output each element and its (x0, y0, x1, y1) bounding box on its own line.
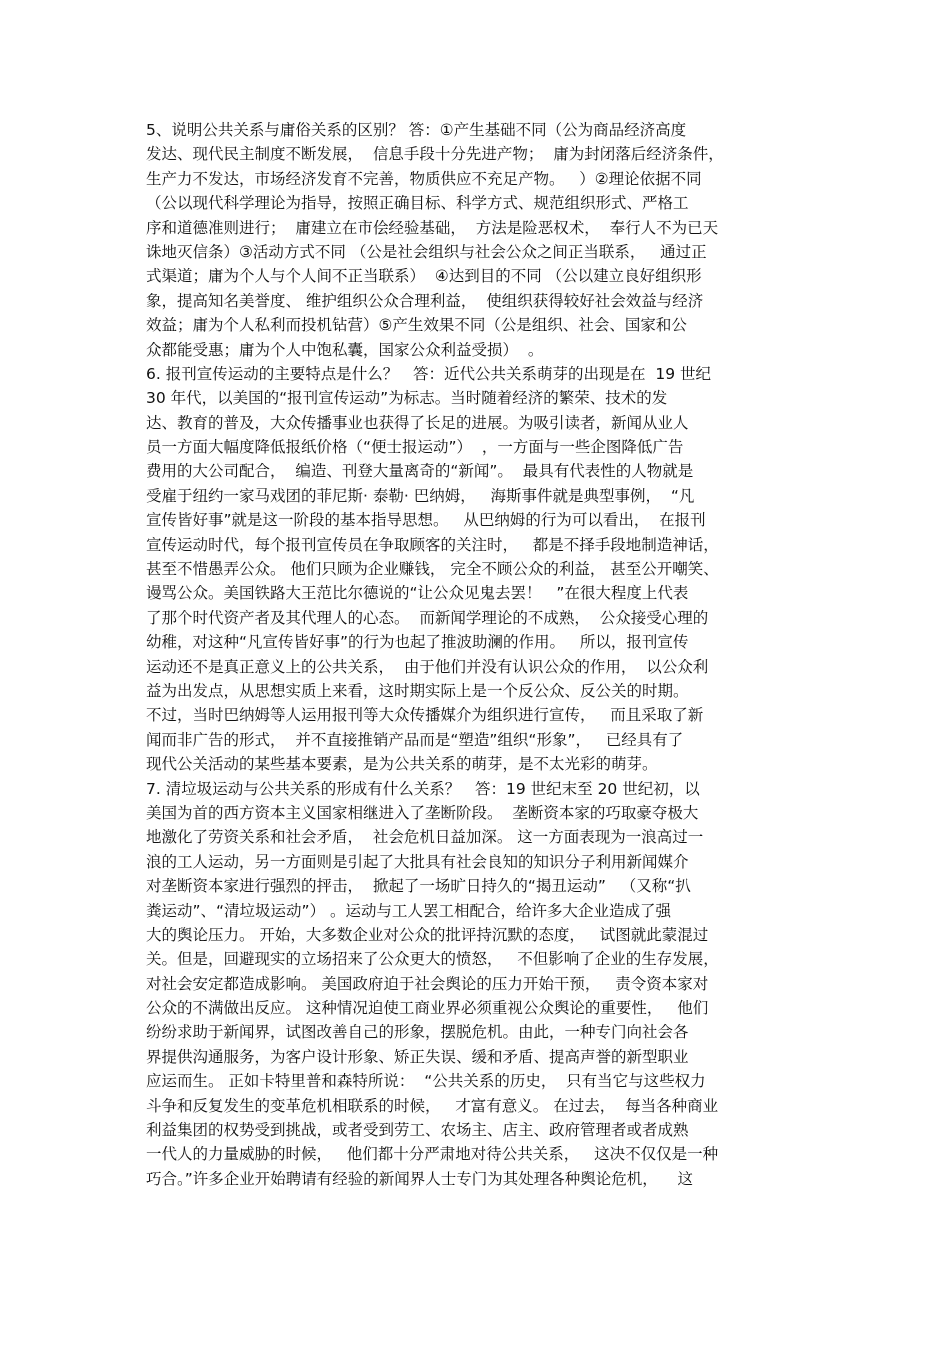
text-line: 运动还不是真正意义上的公共关系， 由于他们并没有认识公众的作用， 以公众利 (146, 657, 709, 676)
text-line: 30 年代，以美国的“报刊宣传运动”为标志。当时随着经济的繁荣、技术的发 (146, 389, 668, 408)
text-line: 宣传皆好事”就是这一阶段的基本指导思想。 从巴纳姆的行为可以看出， 在报刊 (146, 511, 706, 530)
text-line: （公以现代科学理论为指导，按照正确目标、科学方式、规范组织形式、严格工 (146, 194, 689, 213)
text-line: 甚至不惜愚弄公众。 他们只顾为企业赚钱， 完全不顾公众的利益， 甚至公开嘲笑、 (146, 560, 719, 579)
text-line: 应运而生。 正如卡特里普和森特所说： “公共关系的历史， 只有当它与这些权力 (146, 1072, 706, 1091)
text-line: 美国为首的西方资本主义国家相继进入了垄断阶段。 垄断资本家的巧取豪夺极大 (146, 803, 699, 822)
text-line: 宣传运动时代，每个报刊宣传员在争取顾客的关注时， 都是不择手段地制造神话， (146, 535, 719, 554)
text-line: 大的舆论压力。 开始，大多数企业对公众的批评持沉默的态度， 试图就此蒙混过 (146, 925, 709, 944)
text-line: 谩骂公众。美国铁路大王范比尔德说的“让公众见鬼去罢！ ”在很大程度上代表 (146, 584, 689, 603)
text-line: 浪的工人运动，另一方面则是引起了大批具有社会良知的知识分子利用新闻媒介 (146, 852, 689, 871)
text-line: 7. 清垃圾运动与公共关系的形成有什么关系？ 答：19 世纪末至 20 世纪初，以 (146, 779, 700, 798)
text-line: 对垄断资本家进行强烈的抨击， 掀起了一场旷日持久的“揭丑运动” （又称“扒 (146, 877, 691, 896)
document-body (146, 118, 808, 1191)
text-line: 员一方面大幅度降低报纸价格（“便士报运动”） ，一方面与一些企图降低广告 (146, 438, 684, 457)
text-line: 地激化了劳资关系和社会矛盾， 社会危机日益加深。 这一方面表现为一浪高过一 (146, 828, 704, 847)
text-line: 了那个时代资产者及其代理人的心态。 而新闻学理论的不成熟， 公众接受心理的 (146, 608, 709, 627)
text-line: 式渠道；庸为个人与个人间不正当联系） ④达到目的不同 （公以建立良好组织形 (146, 267, 702, 286)
text-line: 5、说明公共关系与庸俗关系的区别？ 答：①产生基础不同（公为商品经济高度 (146, 121, 687, 139)
text-line: 一代人的力量威胁的时候， 他们都十分严肃地对待公共关系， 这决不仅仅是一种 (146, 1145, 719, 1164)
text-line: 象，提高知名美誉度、 维护组织公众合理利益， 使组织获得较好社会效益与经济 (146, 291, 704, 310)
text-line: 幼稚，对这种“凡宣传皆好事”的行为也起了推波助澜的作用。 所以，报刊宣传 (146, 633, 689, 652)
text-line: 闻而非广告的形式， 并不直接推销产品而是“塑造”组织“形象”， 已经具有了 (146, 730, 684, 749)
text-line: 生产力不发达，市场经济发育不完善，物质供应不充足产物。 ）②理论依据不同 (146, 169, 702, 188)
text-line: 粪运动”、“清垃圾运动”） 。运动与工人罢工相配合，给许多大企业造成了强 (146, 901, 672, 920)
text-line: 6. 报刊宣传运动的主要特点是什么？ 答：近代公共关系萌芽的出现是在 19 世纪 (146, 364, 712, 383)
text-line: 利益集团的权势受到挑战，或者受到劳工、农场主、店主、政府管理者或者成熟 (146, 1121, 689, 1140)
text-line: 序和道德准则进行； 庸建立在市侩经验基础， 方法是险恶权术， 奉行人不为已天 (146, 218, 719, 237)
text-line: 受雇于纽约一家马戏团的菲尼斯· 泰勒· 巴纳姆， 海斯事件就是典型事例， “凡 (146, 486, 695, 505)
text-line: 纷纷求助于新闻界，试图改善自己的形象，摆脱危机。由此，一种专门向社会各 (146, 1023, 689, 1042)
text-line: 不过，当时巴纳姆等人运用报刊等大众传播媒介为组织进行宣传， 而且采取了新 (146, 706, 704, 725)
text-line: 关。但是，回避现实的立场招来了公众更大的愤怒， 不但影响了企业的生存发展， (146, 950, 719, 969)
text-line: 诛地灭信条）③活动方式不同 （公是社会组织与社会公众之间正当联系， 通过正 (146, 242, 707, 261)
text-line: 益为出发点，从思想实质上来看，这时期实际上是一个反公众、反公关的时期。 (146, 681, 689, 700)
text-line: 达、教育的普及，大众传播事业也获得了长足的进展。为吸引读者，新闻从业人 (146, 413, 689, 432)
text-line: 费用的大公司配合， 编造、刊登大量离奇的“新闻”。 最具有代表性的人物就是 (146, 462, 694, 481)
text-line: 斗争和反复发生的变革危机相联系的时候， 才富有意义。 在过去， 每当各种商业 (146, 1096, 719, 1115)
text-line: 公众的不满做出反应。 这种情况迫使工商业界必须重视公众舆论的重要性， 他们 (146, 999, 709, 1018)
text-line: 众都能受惠；庸为个人中饱私囊，国家公众利益受损） 。 (146, 340, 544, 359)
text-line: 巧合。”许多企业开始聘请有经验的新闻界人士专门为其处理各种舆论危机， 这 (146, 1169, 693, 1188)
text-line: 效益；庸为个人私利而投机钻营）⑤产生效果不同（公是组织、社会、国家和公 (146, 316, 687, 335)
text-line: 界提供沟通服务，为客户设计形象、矫正失误、缓和矛盾、提高声誉的新型职业 (146, 1047, 689, 1066)
text-line: 现代公关活动的某些基本要素，是为公共关系的萌芽，是不太光彩的萌芽。 (146, 755, 658, 774)
text-line: 发达、现代民主制度不断发展， 信息手段十分先进产物； 庸为封闭落后经济条件， (146, 145, 724, 164)
text-line: 对社会安定都造成影响。 美国政府迫于社会舆论的压力开始干预， 责令资本家对 (146, 974, 709, 993)
